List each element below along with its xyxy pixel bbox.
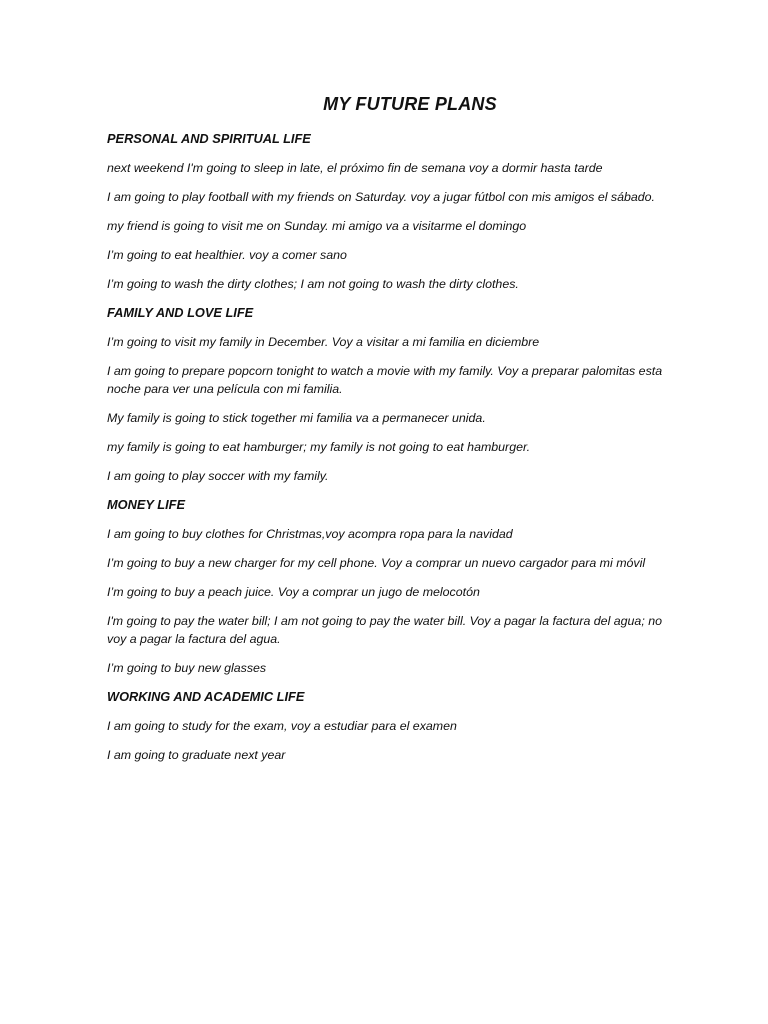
plan-line: I am going to play football with my friends on Saturday. voy a jugar fútbol con mis amigos el sábado.	[107, 190, 656, 204]
plan-line: I am going to prepare popcorn tonight to watch a movie with my family. Voy a preparar palomitas esta noche para ver una película con mi familia.	[107, 364, 663, 396]
section-heading: FAMILY AND LOVE LIFE	[107, 305, 254, 320]
section-heading: MONEY LIFE	[107, 497, 185, 512]
plan-line: I’m going to buy new glasses	[107, 661, 267, 675]
section-working-academic	[107, 688, 667, 764]
section-family-love	[107, 304, 667, 485]
section-money	[107, 496, 667, 677]
plan-line: I am going to play soccer with my family.	[107, 469, 329, 483]
plan-line: My family is going to stick together mi familia va a permanecer unida.	[107, 411, 486, 425]
plan-line: I’m going to wash the dirty clothes; I am not going to wash the dirty clothes.	[107, 277, 519, 291]
plan-line: I’m going to buy a new charger for my cell phone. Voy a comprar un nuevo cargador para mi móvil	[107, 556, 646, 570]
plan-line: my friend is going to visit me on Sunday. mi amigo va a visitarme el domingo	[107, 219, 527, 233]
section-heading: WORKING AND ACADEMIC LIFE	[107, 689, 305, 704]
plan-line: I’m going to visit my family in December. Voy a visitar a mi familia en diciembre	[107, 335, 540, 349]
plan-line: I am going to buy clothes for Christmas,voy acompra ropa para la navidad	[107, 527, 513, 541]
plan-line: I’m going to eat healthier. voy a comer sano	[107, 248, 347, 262]
plan-line: next weekend I'm going to sleep in late, el próximo fin de semana voy a dormir hasta tarde	[107, 161, 603, 175]
plan-line: I'm going to pay the water bill; I am not going to pay the water bill. Voy a pagar la factura del agua; no voy a pagar la factura del agua.	[107, 614, 662, 646]
page-title: MY FUTURE PLANS	[323, 94, 497, 114]
section-personal-spiritual	[107, 130, 667, 293]
plan-line: I am going to graduate next year	[107, 748, 286, 762]
plan-line: I’m going to buy a peach juice. Voy a comprar un jugo de melocotón	[107, 585, 480, 599]
section-heading: PERSONAL AND SPIRITUAL LIFE	[107, 131, 311, 146]
plan-line: my family is going to eat hamburger; my family is not going to eat hamburger.	[107, 440, 531, 454]
plan-line: I am going to study for the exam, voy a estudiar para el examen	[107, 719, 457, 733]
document-body	[107, 130, 667, 775]
